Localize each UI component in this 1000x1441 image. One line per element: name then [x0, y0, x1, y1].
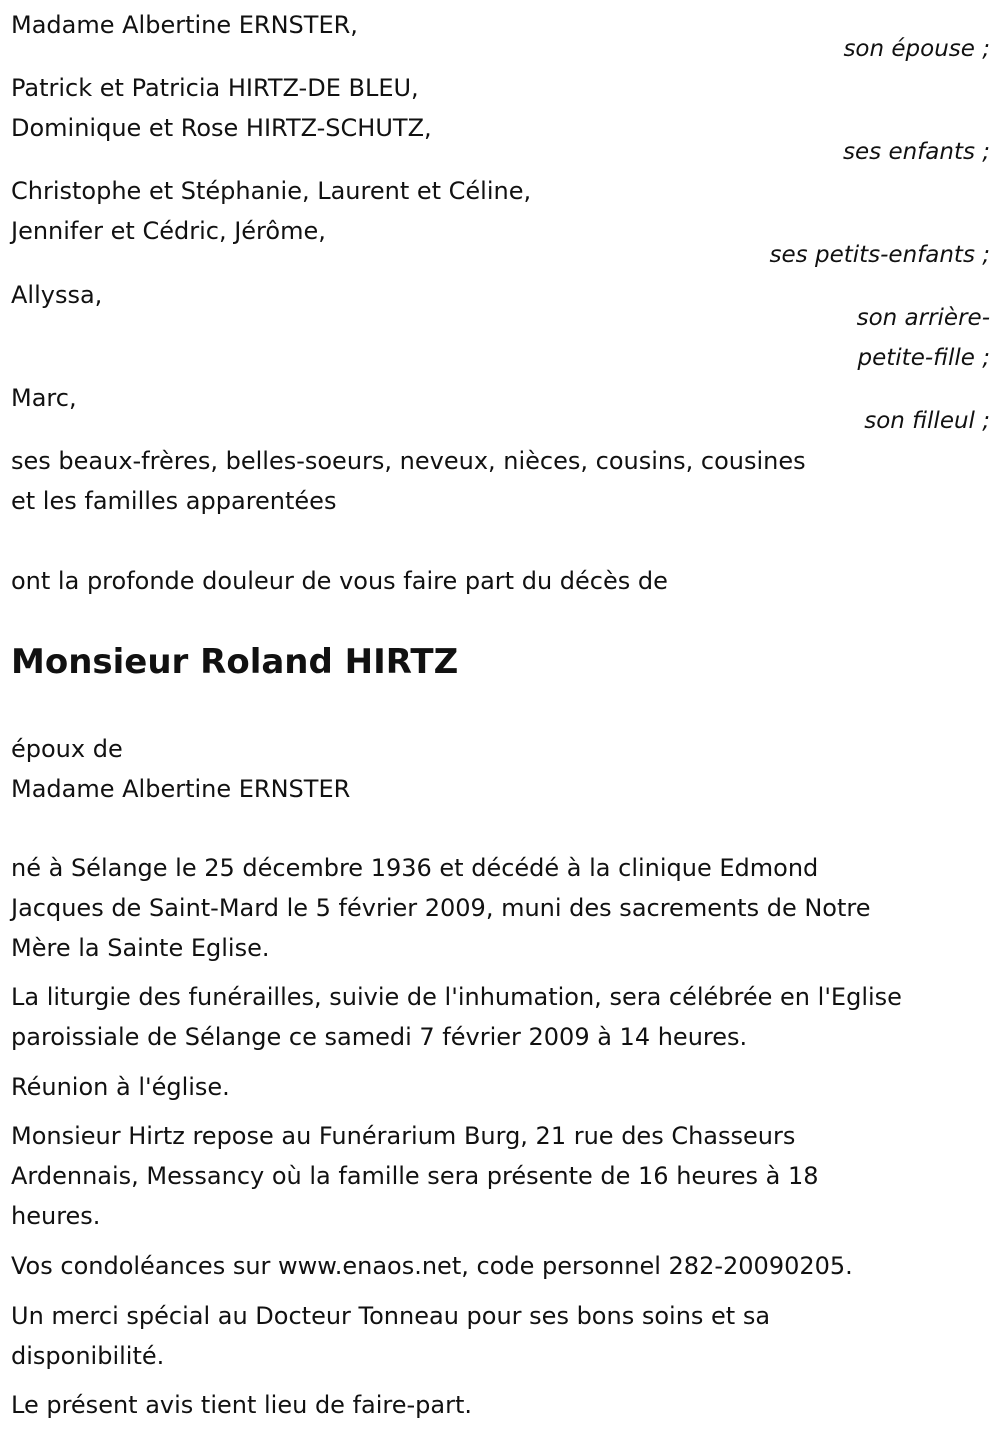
liturgy-line-1: La liturgie des funérailles, suivie de l'inhumation, sera célébrée en l'Eglise — [11, 983, 902, 1011]
meeting-line: Réunion à l'église. — [11, 1073, 230, 1101]
birth-death-line-1: né à Sélange le 25 décembre 1936 et décédé à la clinique Edmond — [11, 854, 819, 882]
great-granddaughter-role-line-1: son arrière- — [856, 305, 990, 331]
announcement-text: ont la profonde douleur de vous faire part du décès de — [11, 567, 668, 595]
other-relatives-line-1: ses beaux-frères, belles-soeurs, neveux, nièces, cousins, cousines — [11, 447, 806, 475]
spouse-of-name: Madame Albertine ERNSTER — [11, 775, 351, 803]
grandchildren-name-2: Jennifer et Cédric, Jérôme, — [11, 217, 326, 245]
notice-line: Le présent avis tient lieu de faire-part. — [11, 1391, 473, 1419]
thanks-line-1: Un merci spécial au Docteur Tonneau pour ses bons soins et sa — [11, 1302, 771, 1330]
funerarium-line-2: Ardennais, Messancy où la famille sera présente de 16 heures à 18 — [11, 1162, 819, 1190]
children-role: ses enfants ; — [843, 139, 990, 165]
spouse-of-label: époux de — [11, 735, 123, 763]
grandchildren-name-1: Christophe et Stéphanie, Laurent et Céline, — [11, 177, 532, 205]
child-name-2: Dominique et Rose HIRTZ-SCHUTZ, — [11, 114, 432, 142]
grandchildren-role: ses petits-enfants ; — [769, 242, 990, 268]
great-granddaughter-name: Allyssa, — [11, 281, 103, 309]
condolences-line: Vos condoléances sur www.enaos.net, code personnel 282-20090205. — [11, 1252, 853, 1280]
deceased-name: Monsieur Roland HIRTZ — [11, 642, 459, 682]
thanks-line-2: disponibilité. — [11, 1342, 165, 1370]
birth-death-line-3: Mère la Sainte Eglise. — [11, 934, 270, 962]
godson-name: Marc, — [11, 384, 77, 412]
funerarium-line-1: Monsieur Hirtz repose au Funérarium Burg, 21 rue des Chasseurs — [11, 1122, 796, 1150]
other-relatives-line-2: et les familles apparentées — [11, 487, 337, 515]
child-name-1: Patrick et Patricia HIRTZ-DE BLEU, — [11, 74, 419, 102]
godson-role: son filleul ; — [864, 408, 990, 434]
liturgy-line-2: paroissiale de Sélange ce samedi 7 février 2009 à 14 heures. — [11, 1023, 748, 1051]
spouse-name: Madame Albertine ERNSTER, — [11, 11, 358, 39]
birth-death-line-2: Jacques de Saint-Mard le 5 février 2009, muni des sacrements de Notre — [11, 894, 871, 922]
great-granddaughter-role-line-2: petite-fille ; — [857, 345, 990, 371]
funerarium-line-3: heures. — [11, 1202, 101, 1230]
spouse-role: son épouse ; — [843, 36, 990, 62]
